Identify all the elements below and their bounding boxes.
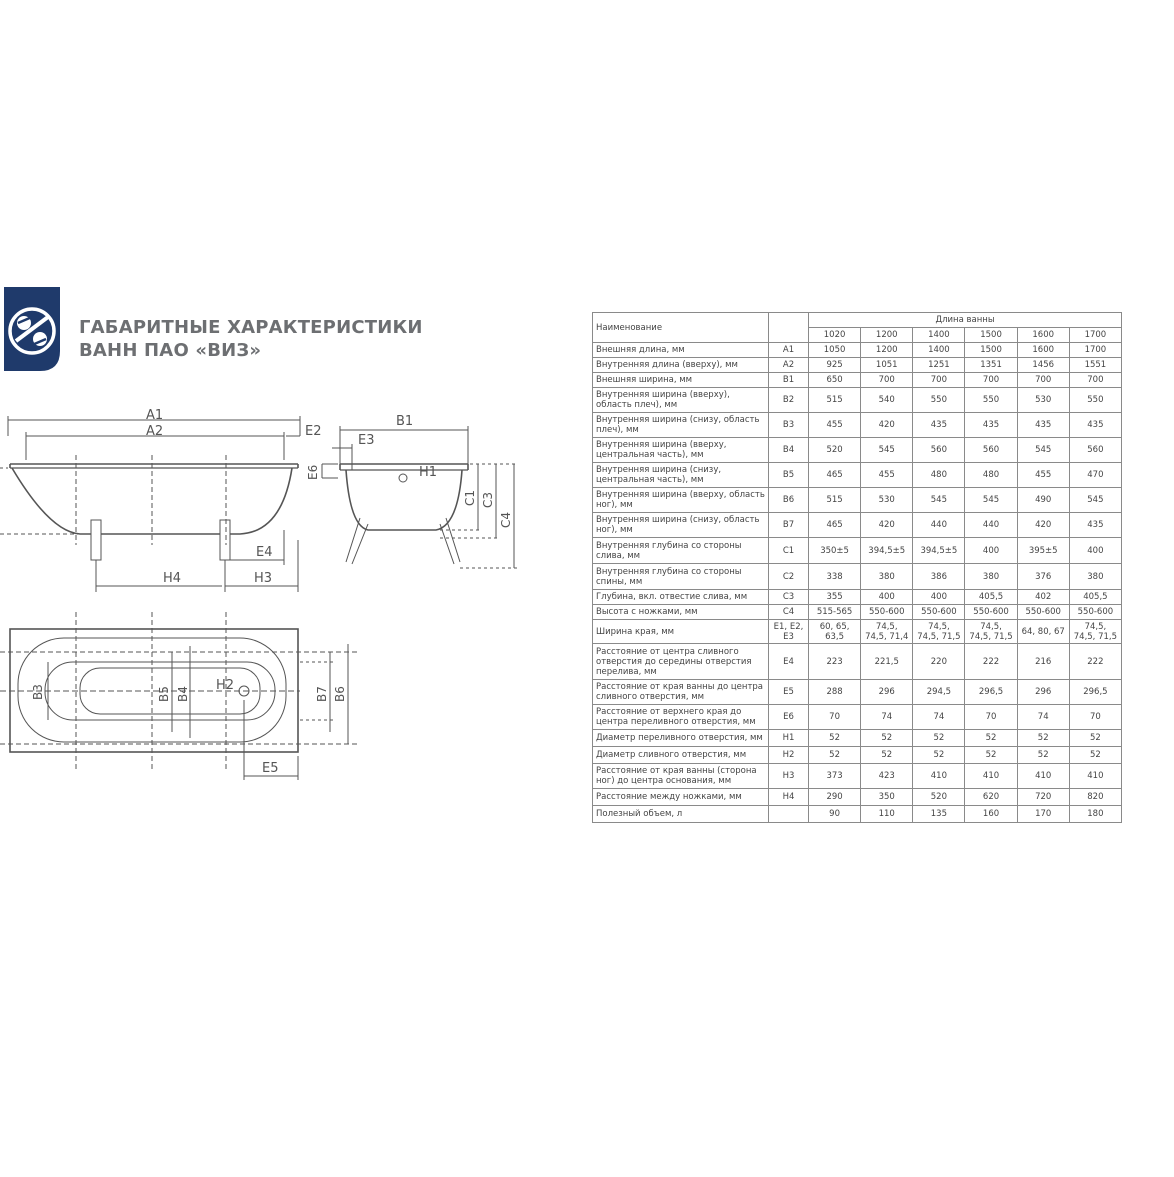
row-code: C3 <box>769 590 809 605</box>
table-row <box>593 564 1122 590</box>
table-row <box>593 730 1122 747</box>
cell-value: 160 <box>965 806 1017 823</box>
table-row <box>593 620 1122 644</box>
table-row <box>593 358 1122 373</box>
row-name: Внутренняя ширина (вверху, центральная часть), мм <box>593 438 769 463</box>
cell-value: 74 <box>1017 705 1069 730</box>
cell-value: 52 <box>1069 730 1121 747</box>
length-header: 1700 <box>1069 328 1121 343</box>
cell-value: 1551 <box>1069 358 1121 373</box>
cell-value: 550 <box>965 388 1017 413</box>
cell-value: 440 <box>913 513 965 538</box>
cell-value: 1700 <box>1069 343 1121 358</box>
row-name: Внутренняя ширина (вверху), область плеч), мм <box>593 388 769 413</box>
cell-value: 530 <box>861 488 913 513</box>
page-title <box>79 316 423 362</box>
cell-value: 223 <box>809 644 861 680</box>
table-row <box>593 605 1122 620</box>
cell-value: 64, 80, 67 <box>1017 620 1069 644</box>
cell-value: 550-600 <box>1069 605 1121 620</box>
cell-value: 52 <box>965 747 1017 764</box>
row-code <box>769 806 809 823</box>
label-h1: H1 <box>419 465 438 480</box>
cell-value: 380 <box>965 564 1017 590</box>
table-row <box>593 747 1122 764</box>
cell-value: 435 <box>913 413 965 438</box>
cell-value: 410 <box>913 764 965 789</box>
cell-value: 520 <box>913 789 965 806</box>
cell-value: 74,5, 74,5, 71,5 <box>965 620 1017 644</box>
row-name: Глубина, вкл. отвестие слива, мм <box>593 590 769 605</box>
cell-value: 455 <box>861 463 913 488</box>
cell-value: 1200 <box>861 343 913 358</box>
cell-value: 74 <box>861 705 913 730</box>
cell-value: 180 <box>1069 806 1121 823</box>
cell-value: 520 <box>809 438 861 463</box>
table-row <box>593 388 1122 413</box>
cell-value: 52 <box>809 747 861 764</box>
cell-value: 410 <box>1069 764 1121 789</box>
cell-value: 550-600 <box>861 605 913 620</box>
cell-value: 545 <box>1017 438 1069 463</box>
cell-value: 465 <box>809 513 861 538</box>
label-h4: H4 <box>163 571 182 586</box>
cell-value: 52 <box>965 730 1017 747</box>
label-h2: H2 <box>216 678 235 693</box>
cell-value: 515 <box>809 488 861 513</box>
row-code: B1 <box>769 373 809 388</box>
cell-value: 74,5, 74,5, 71,5 <box>1069 620 1121 644</box>
length-header: 1500 <box>965 328 1017 343</box>
cell-value: 52 <box>913 747 965 764</box>
cell-value: 52 <box>861 730 913 747</box>
row-name: Диаметр переливного отверстия, мм <box>593 730 769 747</box>
cell-value: 700 <box>861 373 913 388</box>
row-name: Ширина края, мм <box>593 620 769 644</box>
cell-value: 1456 <box>1017 358 1069 373</box>
cell-value: 290 <box>809 789 861 806</box>
cell-value: 1351 <box>965 358 1017 373</box>
cell-value: 1251 <box>913 358 965 373</box>
cell-value: 52 <box>1017 747 1069 764</box>
cell-value: 435 <box>1069 413 1121 438</box>
row-name: Полезный объем, л <box>593 806 769 823</box>
row-code: C4 <box>769 605 809 620</box>
row-name: Расстояние от центра сливного отверстия до середины отверстия перелива, мм <box>593 644 769 680</box>
cell-value: 394,5±5 <box>861 538 913 564</box>
table-row <box>593 488 1122 513</box>
row-name: Внутренняя длина (вверху), мм <box>593 358 769 373</box>
side-view <box>0 416 300 592</box>
length-header: 1400 <box>913 328 965 343</box>
row-name: Внутренняя ширина (вверху, область ног), мм <box>593 488 769 513</box>
cell-value: 110 <box>861 806 913 823</box>
cell-value: 170 <box>1017 806 1069 823</box>
cell-value: 560 <box>913 438 965 463</box>
cell-value: 515 <box>809 388 861 413</box>
table-row <box>593 413 1122 438</box>
length-header: 1020 <box>809 328 861 343</box>
cell-value: 550 <box>1069 388 1121 413</box>
cell-value: 1600 <box>1017 343 1069 358</box>
cell-value: 52 <box>913 730 965 747</box>
cell-value: 1500 <box>965 343 1017 358</box>
cell-value: 135 <box>913 806 965 823</box>
row-name: Внешняя длина, мм <box>593 343 769 358</box>
row-name: Расстояние от края ванны (сторона ног) до центра основания, мм <box>593 764 769 789</box>
row-name: Внутренняя глубина со стороны спины, мм <box>593 564 769 590</box>
cell-value: 70 <box>965 705 1017 730</box>
cell-value: 52 <box>1017 730 1069 747</box>
cell-value: 1051 <box>861 358 913 373</box>
cell-value: 296 <box>1017 680 1069 705</box>
label-b1: B1 <box>396 414 414 429</box>
table-row <box>593 789 1122 806</box>
cell-value: 925 <box>809 358 861 373</box>
cell-value: 338 <box>809 564 861 590</box>
cell-value: 440 <box>965 513 1017 538</box>
table-row <box>593 705 1122 730</box>
row-name: Внутренняя ширина (снизу, область ног), мм <box>593 513 769 538</box>
table-row <box>593 680 1122 705</box>
cell-value: 410 <box>1017 764 1069 789</box>
row-code: E1, E2, E3 <box>769 620 809 644</box>
label-b6: B6 <box>333 686 347 702</box>
cell-value: 355 <box>809 590 861 605</box>
cell-value: 550 <box>913 388 965 413</box>
label-h3: H3 <box>254 571 273 586</box>
table-row <box>593 343 1122 358</box>
cell-value: 820 <box>1069 789 1121 806</box>
label-b3: B3 <box>31 684 45 700</box>
cell-value: 402 <box>1017 590 1069 605</box>
cell-value: 530 <box>1017 388 1069 413</box>
row-code: C2 <box>769 564 809 590</box>
row-code: H4 <box>769 789 809 806</box>
cell-value: 400 <box>965 538 1017 564</box>
bathtub-drawings <box>0 400 560 790</box>
cell-value: 52 <box>809 730 861 747</box>
title-line-1: ГАБАРИТНЫЕ ХАРАКТЕРИСТИКИ <box>79 317 423 338</box>
cell-value: 455 <box>809 413 861 438</box>
cell-value: 435 <box>1069 513 1121 538</box>
cell-value: 423 <box>861 764 913 789</box>
table-row <box>593 806 1122 823</box>
label-e4: E4 <box>256 545 273 560</box>
cell-value: 470 <box>1069 463 1121 488</box>
cell-value: 350 <box>861 789 913 806</box>
cell-value: 400 <box>913 590 965 605</box>
row-code: B7 <box>769 513 809 538</box>
row-code: B4 <box>769 438 809 463</box>
cell-value: 376 <box>1017 564 1069 590</box>
name-header: Наименование <box>593 313 769 343</box>
row-code: E5 <box>769 680 809 705</box>
cell-value: 720 <box>1017 789 1069 806</box>
row-code: B3 <box>769 413 809 438</box>
row-name: Диаметр сливного отверстия, мм <box>593 747 769 764</box>
cell-value: 74,5, 74,5, 71,5 <box>913 620 965 644</box>
cell-value: 70 <box>1069 705 1121 730</box>
table-row <box>593 438 1122 463</box>
row-name: Внутренняя глубина со стороны слива, мм <box>593 538 769 564</box>
label-b7: B7 <box>315 686 329 702</box>
cell-value: 216 <box>1017 644 1069 680</box>
row-name: Внутренняя ширина (снизу, область плеч), мм <box>593 413 769 438</box>
cell-value: 540 <box>861 388 913 413</box>
cell-value: 60, 65, 63,5 <box>809 620 861 644</box>
label-c1: C1 <box>463 489 477 506</box>
cell-value: 700 <box>913 373 965 388</box>
cell-value: 380 <box>861 564 913 590</box>
row-code: B5 <box>769 463 809 488</box>
cell-value: 545 <box>913 488 965 513</box>
cell-value: 350±5 <box>809 538 861 564</box>
cell-value: 1050 <box>809 343 861 358</box>
cell-value: 405,5 <box>965 590 1017 605</box>
cell-value: 394,5±5 <box>913 538 965 564</box>
cell-value: 650 <box>809 373 861 388</box>
row-name: Внутренняя ширина (снизу, центральная часть), мм <box>593 463 769 488</box>
cell-value: 52 <box>1069 747 1121 764</box>
row-code: H3 <box>769 764 809 789</box>
label-e2: E2 <box>305 424 322 439</box>
cell-value: 395±5 <box>1017 538 1069 564</box>
cell-value: 288 <box>809 680 861 705</box>
cell-value: 435 <box>965 413 1017 438</box>
cell-value: 410 <box>965 764 1017 789</box>
row-code: A2 <box>769 358 809 373</box>
cell-value: 52 <box>861 747 913 764</box>
cell-value: 70 <box>809 705 861 730</box>
label-b4: B4 <box>176 686 190 702</box>
cell-value: 294,5 <box>913 680 965 705</box>
table-row <box>593 373 1122 388</box>
label-a1: A1 <box>146 408 164 423</box>
cell-value: 545 <box>965 488 1017 513</box>
row-code: A1 <box>769 343 809 358</box>
table-row <box>593 513 1122 538</box>
cell-value: 545 <box>1069 488 1121 513</box>
row-name: Расстояние между ножками, мм <box>593 789 769 806</box>
label-c3: C3 <box>481 491 495 508</box>
cell-value: 373 <box>809 764 861 789</box>
row-name: Высота с ножками, мм <box>593 605 769 620</box>
cell-value: 435 <box>1017 413 1069 438</box>
row-code: E4 <box>769 644 809 680</box>
cell-value: 90 <box>809 806 861 823</box>
label-c4: C4 <box>499 511 513 528</box>
length-group-header: Длина ванны <box>809 313 1122 328</box>
row-name: Расстояние от верхнего края до центра переливного отверстия, мм <box>593 705 769 730</box>
cell-value: 465 <box>809 463 861 488</box>
row-code: E6 <box>769 705 809 730</box>
cell-value: 455 <box>1017 463 1069 488</box>
cell-value: 490 <box>1017 488 1069 513</box>
cell-value: 74,5, 74,5, 71,4 <box>861 620 913 644</box>
cell-value: 620 <box>965 789 1017 806</box>
cell-value: 480 <box>913 463 965 488</box>
row-code: H2 <box>769 747 809 764</box>
title-line-2: ВАНН ПАО «ВИЗ» <box>79 340 262 361</box>
cell-value: 700 <box>965 373 1017 388</box>
row-name: Расстояние от края ванны до центра сливного отверстия, мм <box>593 680 769 705</box>
dimensions-table <box>592 312 1122 823</box>
table-row <box>593 538 1122 564</box>
row-code: C1 <box>769 538 809 564</box>
row-code: B6 <box>769 488 809 513</box>
cell-value: 420 <box>861 513 913 538</box>
length-header: 1200 <box>861 328 913 343</box>
row-code: B2 <box>769 388 809 413</box>
label-e6: E6 <box>306 464 320 480</box>
row-name: Внешняя ширина, мм <box>593 373 769 388</box>
viz-logo <box>4 287 60 371</box>
label-a2: A2 <box>146 424 164 439</box>
cell-value: 74 <box>913 705 965 730</box>
length-header: 1600 <box>1017 328 1069 343</box>
cell-value: 222 <box>1069 644 1121 680</box>
cell-value: 400 <box>861 590 913 605</box>
label-b5: B5 <box>157 686 171 702</box>
cell-value: 560 <box>1069 438 1121 463</box>
label-e3: E3 <box>358 433 375 448</box>
cell-value: 296,5 <box>1069 680 1121 705</box>
cell-value: 222 <box>965 644 1017 680</box>
row-code: H1 <box>769 730 809 747</box>
label-e5: E5 <box>262 761 279 776</box>
cell-value: 386 <box>913 564 965 590</box>
cell-value: 515-565 <box>809 605 861 620</box>
cell-value: 545 <box>861 438 913 463</box>
cell-value: 220 <box>913 644 965 680</box>
cell-value: 700 <box>1017 373 1069 388</box>
cell-value: 405,5 <box>1069 590 1121 605</box>
cell-value: 700 <box>1069 373 1121 388</box>
code-header <box>769 313 809 343</box>
cell-value: 296 <box>861 680 913 705</box>
cell-value: 1400 <box>913 343 965 358</box>
table-row <box>593 764 1122 789</box>
cell-value: 550-600 <box>1017 605 1069 620</box>
table-row <box>593 463 1122 488</box>
cell-value: 380 <box>1069 564 1121 590</box>
cell-value: 420 <box>861 413 913 438</box>
cell-value: 296,5 <box>965 680 1017 705</box>
cell-value: 550-600 <box>913 605 965 620</box>
table-row <box>593 590 1122 605</box>
cell-value: 420 <box>1017 513 1069 538</box>
cell-value: 221,5 <box>861 644 913 680</box>
table-row <box>593 644 1122 680</box>
cell-value: 400 <box>1069 538 1121 564</box>
cell-value: 560 <box>965 438 1017 463</box>
cell-value: 480 <box>965 463 1017 488</box>
cell-value: 550-600 <box>965 605 1017 620</box>
